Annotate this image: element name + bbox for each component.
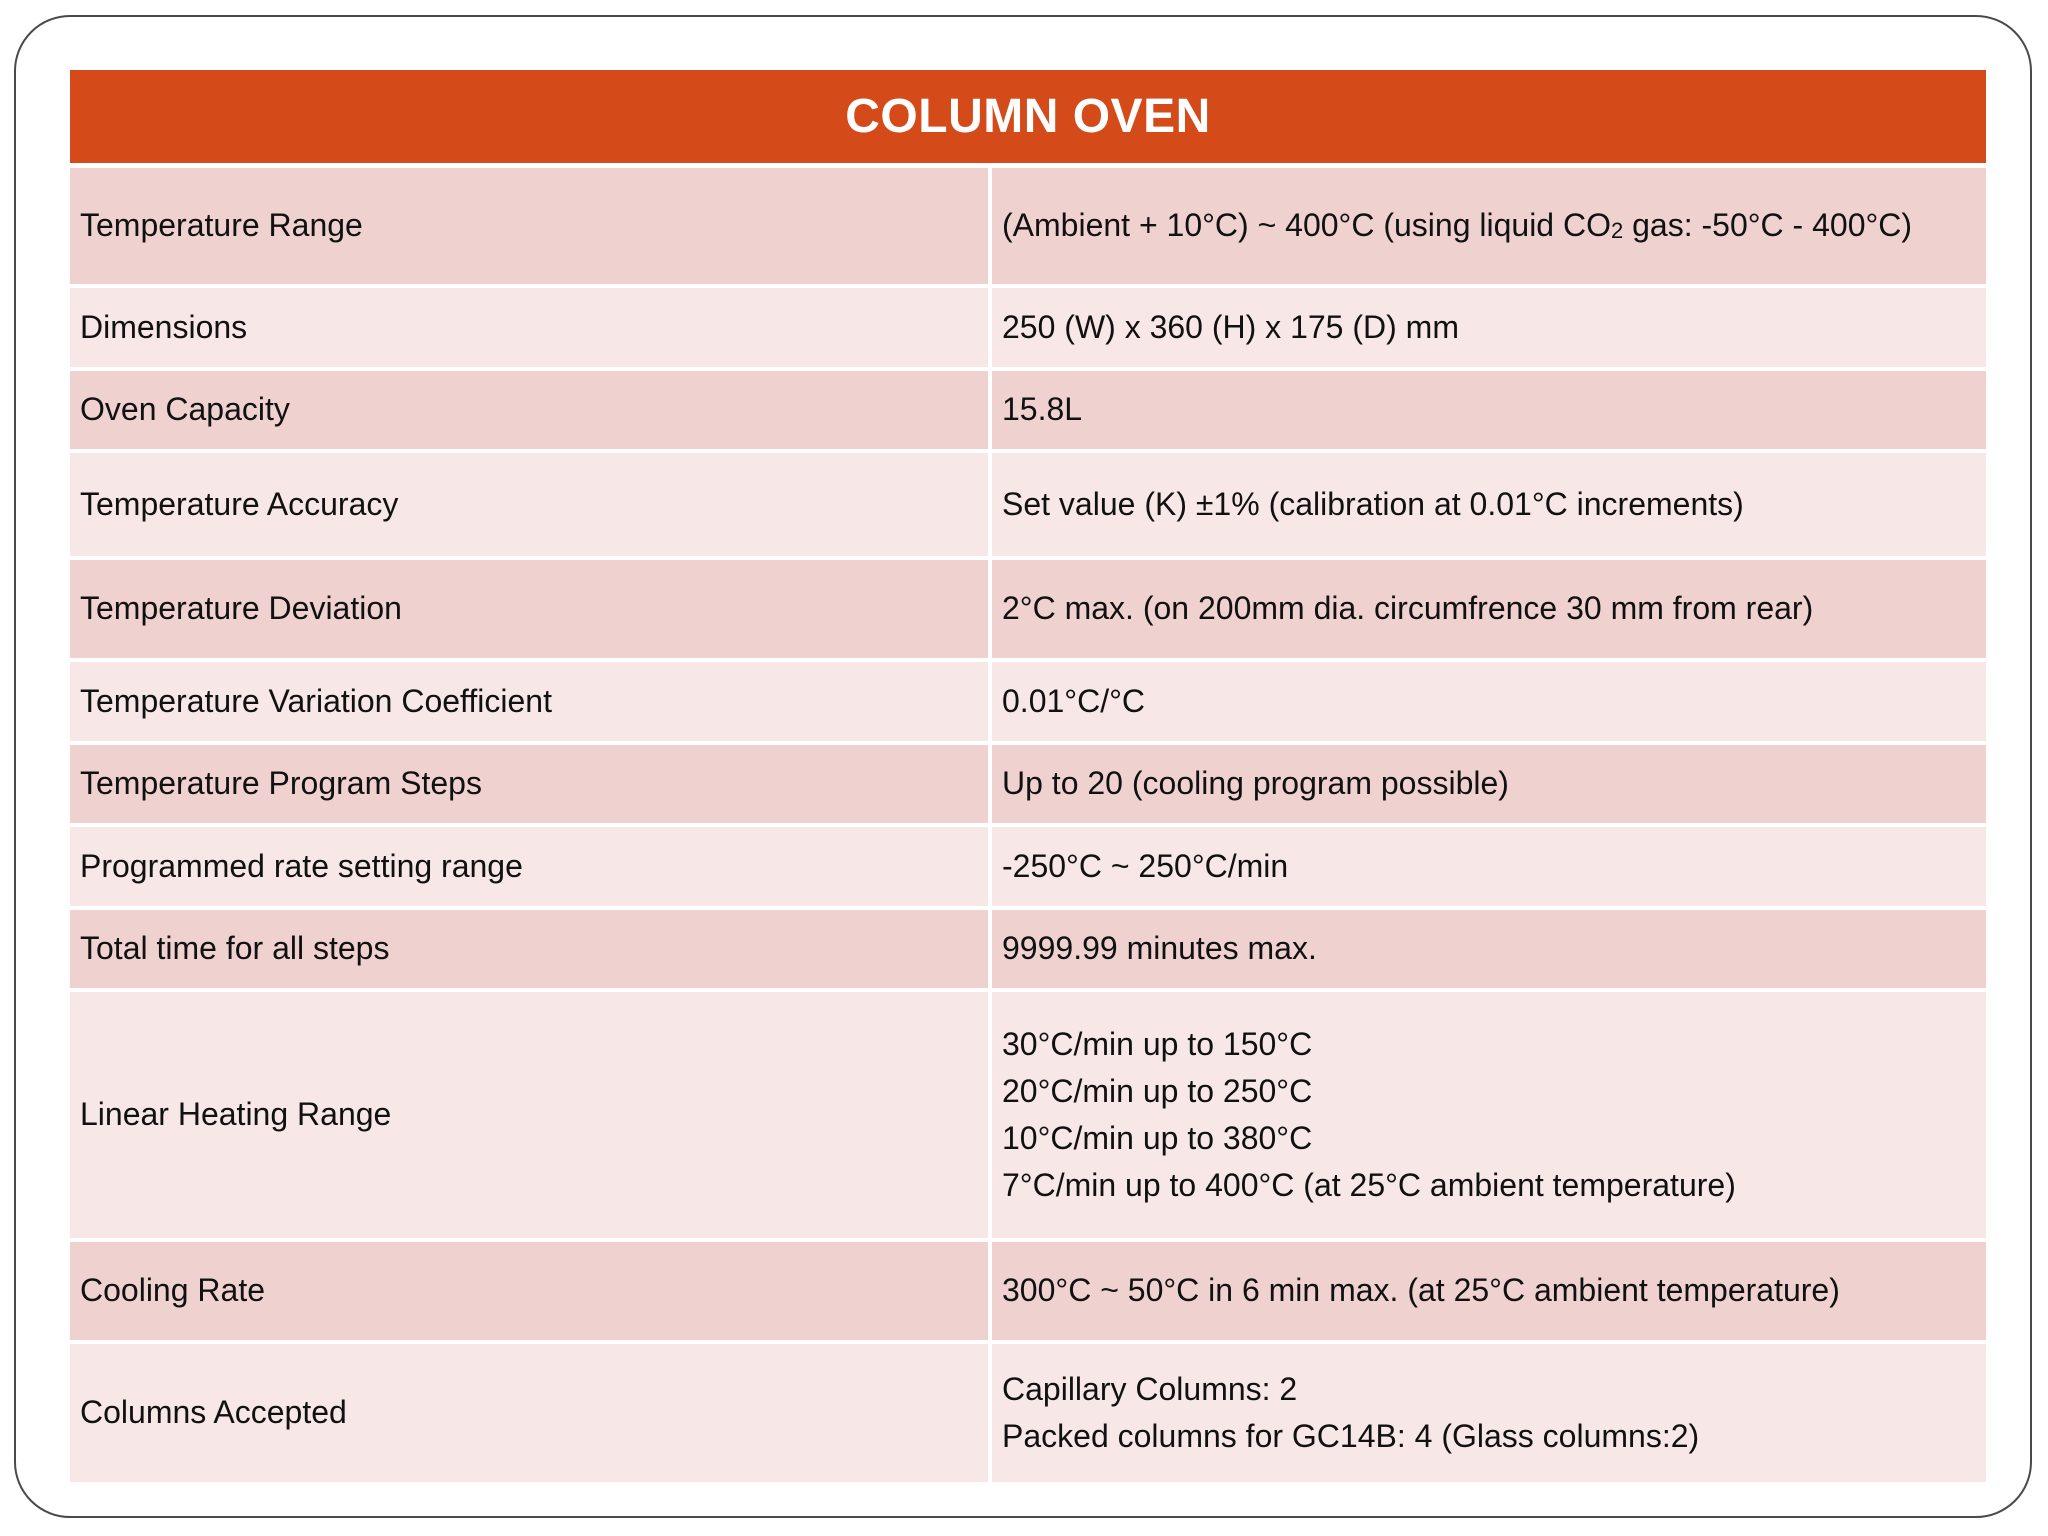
spec-value [990, 990, 1986, 1240]
value-line: 30°C/min up to 150°C [1002, 1025, 1313, 1062]
spec-value: 9999.99 minutes max. [990, 908, 1986, 990]
value-line: Capillary Columns: 2 [1002, 1370, 1298, 1407]
table-row [70, 451, 1986, 558]
spec-label: Temperature Deviation [70, 558, 990, 660]
table-row [70, 1342, 1986, 1482]
table-row [70, 369, 1986, 451]
spec-value: Set value (K) ±1% (calibration at 0.01°C increments) [990, 451, 1986, 558]
spec-label: Dimensions [70, 286, 990, 369]
spec-value [990, 1342, 1986, 1482]
spec-value: 0.01°C/°C [990, 660, 1986, 743]
spec-value: 250 (W) x 360 (H) x 175 (D) mm [990, 286, 1986, 369]
spec-value: 15.8L [990, 369, 1986, 451]
table-row [70, 743, 1986, 825]
table-row [70, 990, 1986, 1240]
spec-label: Oven Capacity [70, 369, 990, 451]
table-row [70, 286, 1986, 369]
table-row [70, 166, 1986, 286]
spec-value: Up to 20 (cooling program possible) [990, 743, 1986, 825]
spec-table [70, 70, 1986, 1482]
value-line: 20°C/min up to 250°C [1002, 1072, 1313, 1109]
table-row [70, 1240, 1986, 1342]
spec-label: Temperature Range [70, 166, 990, 286]
spec-value: (Ambient + 10°C) ~ 400°C (using liquid $CO_2$ gas: -50°C - 400°C) [990, 166, 1986, 286]
spec-label: Linear Heating Range [70, 990, 990, 1240]
spec-label: Columns Accepted [70, 1342, 990, 1482]
spec-label: Temperature Program Steps [70, 743, 990, 825]
spec-label: Temperature Accuracy [70, 451, 990, 558]
spec-value: -250°C ~ 250°C/min [990, 825, 1986, 908]
spec-label: Cooling Rate [70, 1240, 990, 1342]
table-row [70, 908, 1986, 990]
spec-value: 2°C max. (on 200mm dia. circumfrence 30 mm from rear) [990, 558, 1986, 660]
value-line: Packed columns for GC14B: 4 (Glass columns:2) [1002, 1417, 1700, 1454]
table-row [70, 825, 1986, 908]
table-row [70, 558, 1986, 660]
spec-label: Temperature Variation Coefficient [70, 660, 990, 743]
spec-label: Programmed rate setting range [70, 825, 990, 908]
table-header-row [70, 70, 1986, 166]
table-row [70, 660, 1986, 743]
value-line: 7°C/min up to 400°C (at 25°C ambient temperature) [1002, 1166, 1736, 1203]
spec-label: Total time for all steps [70, 908, 990, 990]
table-title: COLUMN OVEN [70, 70, 1986, 166]
spec-value: 300°C ~ 50°C in 6 min max. (at 25°C ambient temperature) [990, 1240, 1986, 1342]
value-line: 10°C/min up to 380°C [1002, 1119, 1313, 1156]
